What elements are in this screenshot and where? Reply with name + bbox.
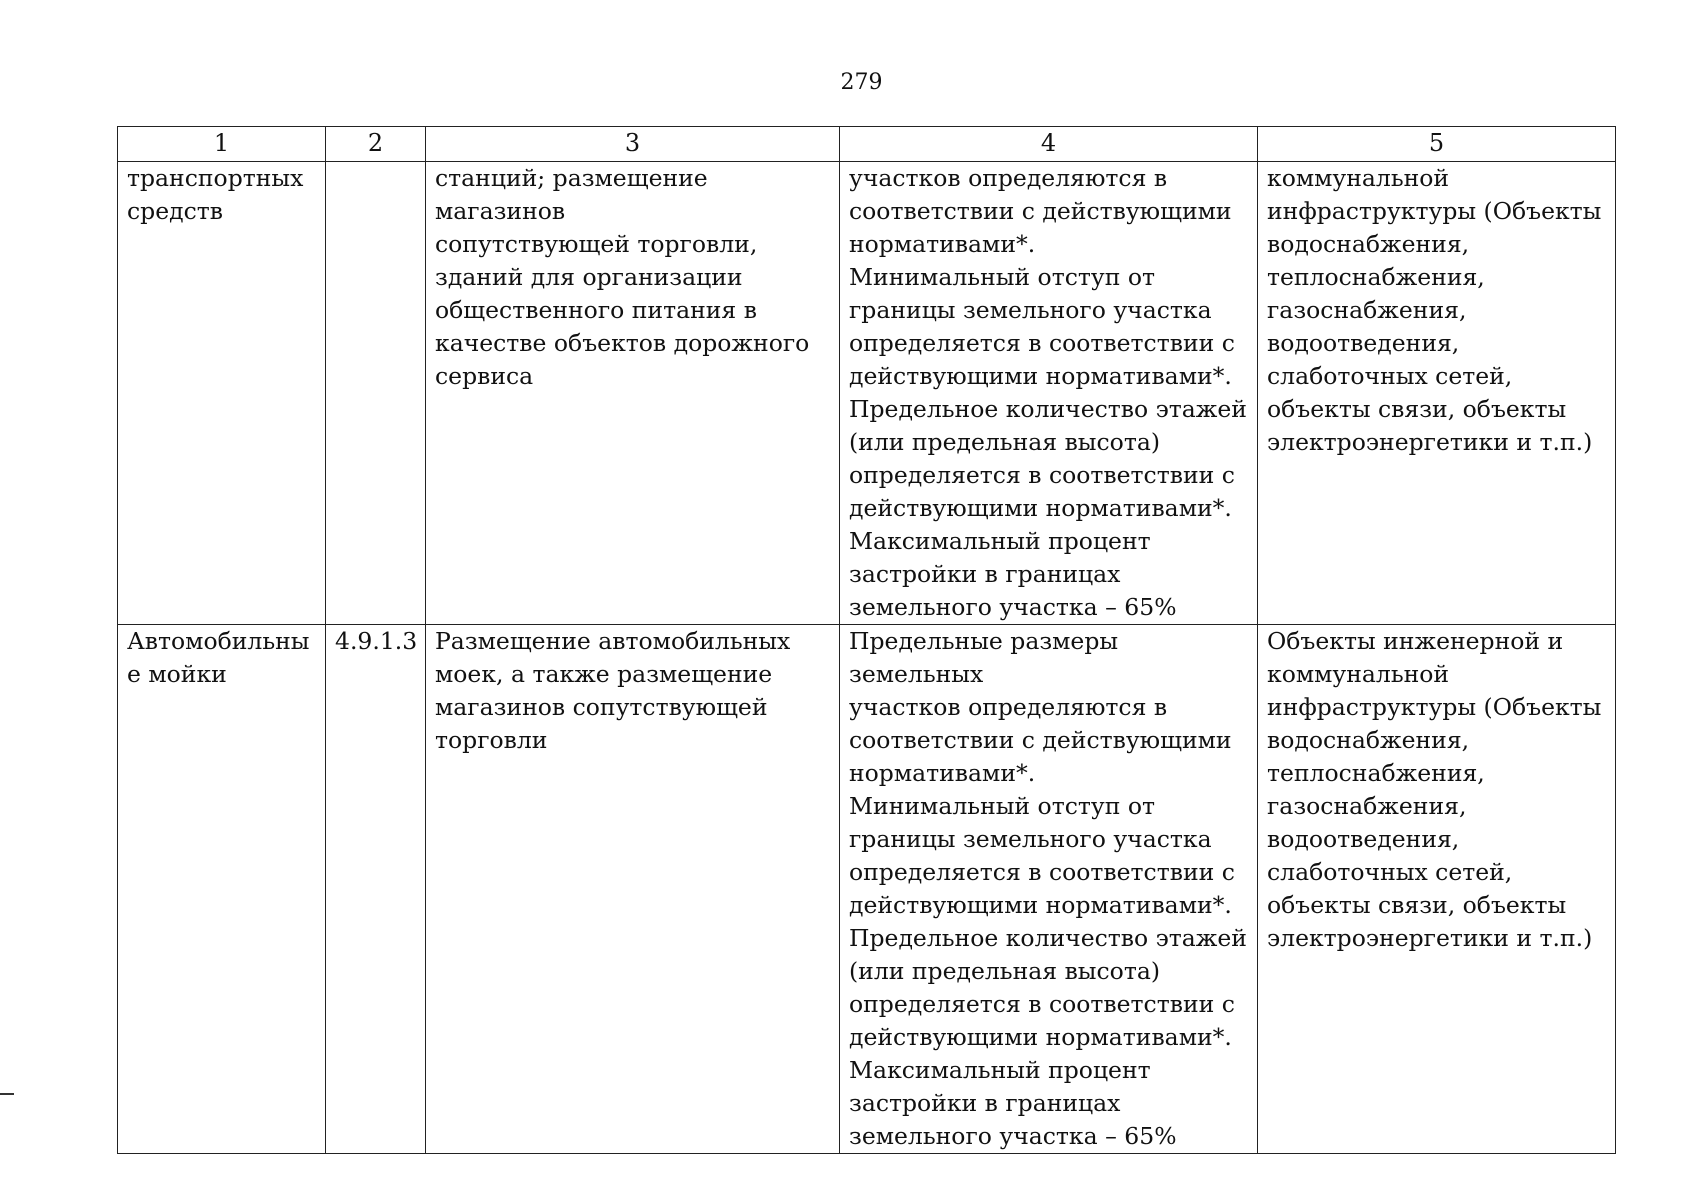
- parameters-cell: Предельные размеры земельных участков определяются в соответствии с действующими нормативами*. Минимальный отступ от границы земельного участка определяется в соответствии с действующими нормативами*. Предельное количество этажей (или предельная высота) определяется в соответствии с действующими нормативами*. Максимальный процент застройки в границах земельного участка – 65%: [840, 625, 1258, 1154]
- use-name-cell: Автомобильны е мойки: [118, 625, 326, 1154]
- header-col-1: 1: [118, 127, 326, 162]
- auxiliary-uses-cell: коммунальной инфраструктуры (Объекты водоснабжения, теплоснабжения, газоснабжения, водоотведения, слаботочных сетей, объекты связи, объекты электроэнергетики и т.п.): [1258, 162, 1616, 625]
- header-col-3: 3: [426, 127, 840, 162]
- use-description-cell: станций; размещение магазинов сопутствующей торговли, зданий для организации общественного питания в качестве объектов дорожного сервиса: [426, 162, 840, 625]
- margin-mark: [0, 1093, 14, 1095]
- use-code-cell: [326, 162, 426, 625]
- use-description-cell: Размещение автомобильных моек, а также размещение магазинов сопутствующей торговли: [426, 625, 840, 1154]
- land-use-table: [117, 126, 1616, 1154]
- table-row: [118, 162, 1616, 625]
- auxiliary-uses-cell: Объекты инженерной и коммунальной инфраструктуры (Объекты водоснабжения, теплоснабжения, газоснабжения, водоотведения, слаботочных сетей, объекты связи, объекты электроэнергетики и т.п.): [1258, 625, 1616, 1154]
- table-row: [118, 625, 1616, 1154]
- header-row: [118, 127, 1616, 162]
- header-col-4: 4: [840, 127, 1258, 162]
- use-code-cell: 4.9.1.3: [326, 625, 426, 1154]
- header-col-2: 2: [326, 127, 426, 162]
- use-name-cell: транспортных средств: [118, 162, 326, 625]
- page-number: 279: [840, 70, 883, 95]
- parameters-cell: участков определяются в соответствии с действующими нормативами*. Минимальный отступ от границы земельного участка определяется в соответствии с действующими нормативами*. Предельное количество этажей (или предельная высота) определяется в соответствии с действующими нормативами*. Максимальный процент застройки в границах земельного участка – 65%: [840, 162, 1258, 625]
- header-col-5: 5: [1258, 127, 1616, 162]
